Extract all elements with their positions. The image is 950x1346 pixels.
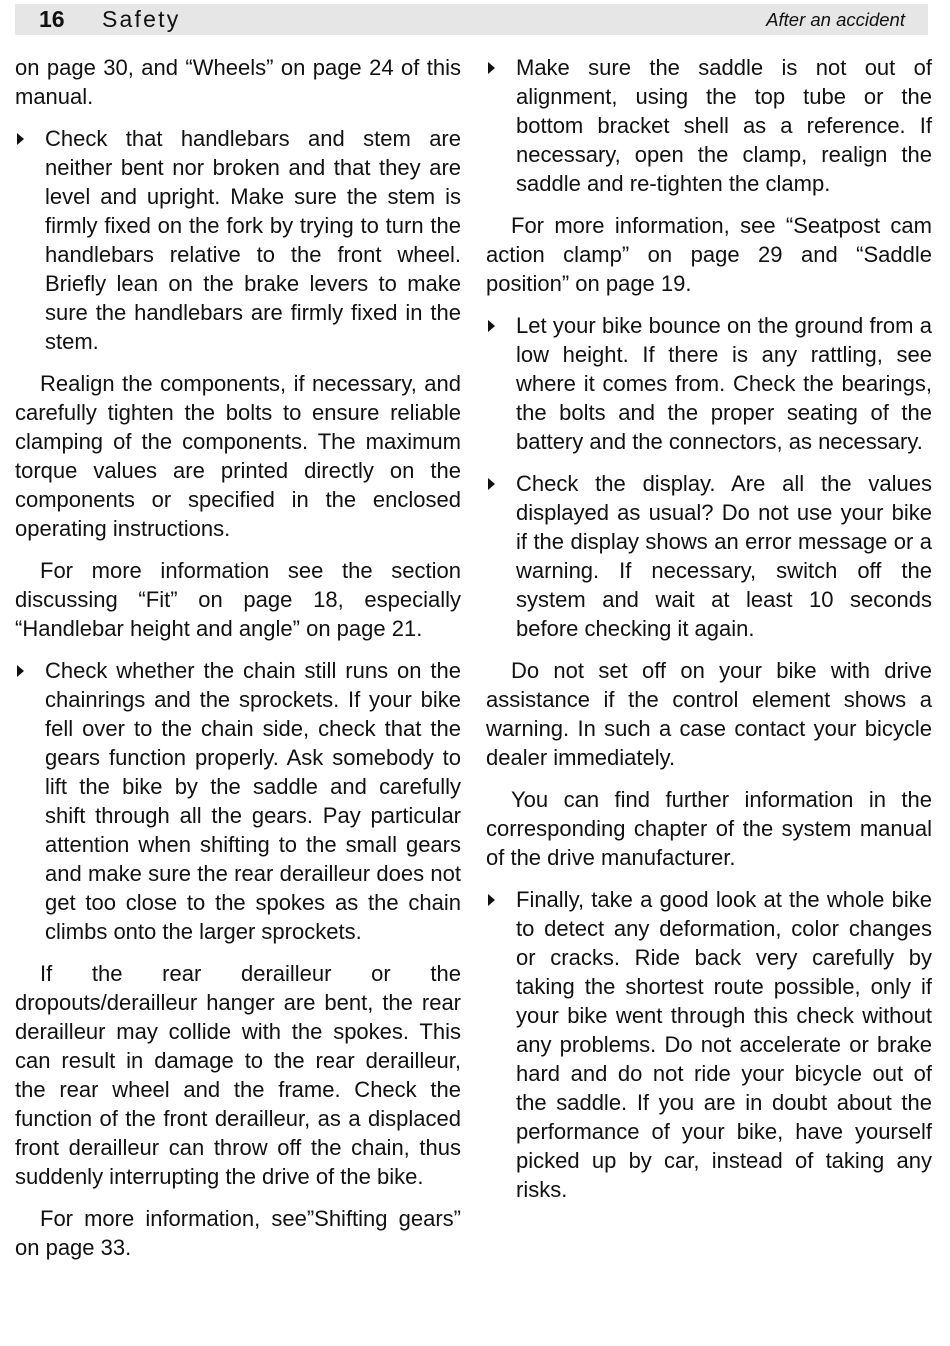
bullet-triangle-icon — [488, 320, 495, 332]
paragraph: Realign the components, if necessary, and carefully tighten the bolts to ensure reliable clamping of the components. The maximum torque values are printed directly on the components or specified in the enclosed operating instructions. — [15, 371, 461, 541]
bullet-text: Finally, take a good look at the whole bike to detect any deformation, color changes or cracks. Ride back very carefully by taking the shortest route possible, only if your bike went through this check without any problems. Do not accelerate or brake hard and do not ride your bicycle out of the saddle. If you are in doubt about the performance of your bike, have yourself picked up by car, instead of taking any risks. — [516, 887, 932, 1202]
paragraph: If the rear derailleur or the dropouts/derailleur hanger are bent, the rear derailleur may collide with the spokes. This can result in damage to the rear derailleur, the rear wheel and the frame. Check the function of the front derailleur, as a displaced front derailleur can throw off the chain, thus suddenly interrupting the drive of the bike. — [15, 961, 461, 1189]
section-name: Safety — [102, 6, 181, 32]
paragraph: on page 30, and “Wheels” on page 24 of this manual. — [15, 55, 461, 109]
page-number: 16 — [39, 6, 65, 32]
bullet-triangle-icon — [488, 894, 495, 906]
bullet-text: Check that handlebars and stem are neither bent nor broken and that they are level and upright. Make sure the stem is firmly fixed on the fork by trying to turn the handlebars relative to the front wheel. Briefly lean on the brake levers to make sure the handlebars are firmly fixed in the stem. — [45, 126, 461, 354]
paragraph: For more information, see”Shifting gears” on page 33. — [15, 1206, 461, 1260]
bullet-text: Make sure the saddle is not out of alignment, using the top tube or the bottom bracket shell as a reference. If necessary, open the clamp, realign the saddle and re-tighten the clamp. — [516, 55, 932, 196]
bullet-text: Check the display. Are all the values displayed as usual? Do not use your bike if the display shows an error message or a warning. If necessary, switch off the system and wait at least 10 seconds before checking it again. — [516, 471, 932, 641]
bullet-item — [486, 311, 932, 456]
bullet-item — [486, 469, 932, 643]
bullet-triangle-icon — [488, 478, 495, 490]
running-title: After an accident — [766, 9, 905, 30]
bullet-item — [15, 656, 461, 946]
page-header — [15, 4, 928, 35]
left-column — [15, 53, 461, 1275]
bullet-item — [486, 885, 932, 1204]
paragraph: Do not set off on your bike with drive assistance if the control element shows a warning. In such a case contact your bicycle dealer immediately. — [486, 658, 932, 770]
bullet-text: Let your bike bounce on the ground from a low height. If there is any rattling, see where it comes from. Check the bearings, the bolts and the proper seating of the battery and the connectors, as necessary. — [516, 313, 932, 454]
paragraph: For more information, see “Seatpost cam action clamp” on page 29 and “Saddle position” on page 19. — [486, 213, 932, 296]
right-column — [486, 53, 932, 1217]
bullet-triangle-icon — [17, 133, 24, 145]
bullet-text: Check whether the chain still runs on the chainrings and the sprockets. If your bike fell over to the chain side, check that the gears function properly. Ask somebody to lift the bike by the saddle and carefully shift through all the gears. Pay particular attention when shifting to the small gears and make sure the rear derailleur does not get too close to the spokes as the chain climbs onto the larger sprockets. — [45, 658, 461, 944]
bullet-triangle-icon — [17, 665, 24, 677]
paragraph: You can find further information in the corresponding chapter of the system manual of the drive manufacturer. — [486, 787, 932, 870]
bullet-item — [15, 124, 461, 356]
bullet-triangle-icon — [488, 62, 495, 74]
bullet-item — [486, 53, 932, 198]
paragraph: For more information see the section discussing “Fit” on page 18, especially “Handlebar height and angle” on page 21. — [15, 558, 461, 641]
